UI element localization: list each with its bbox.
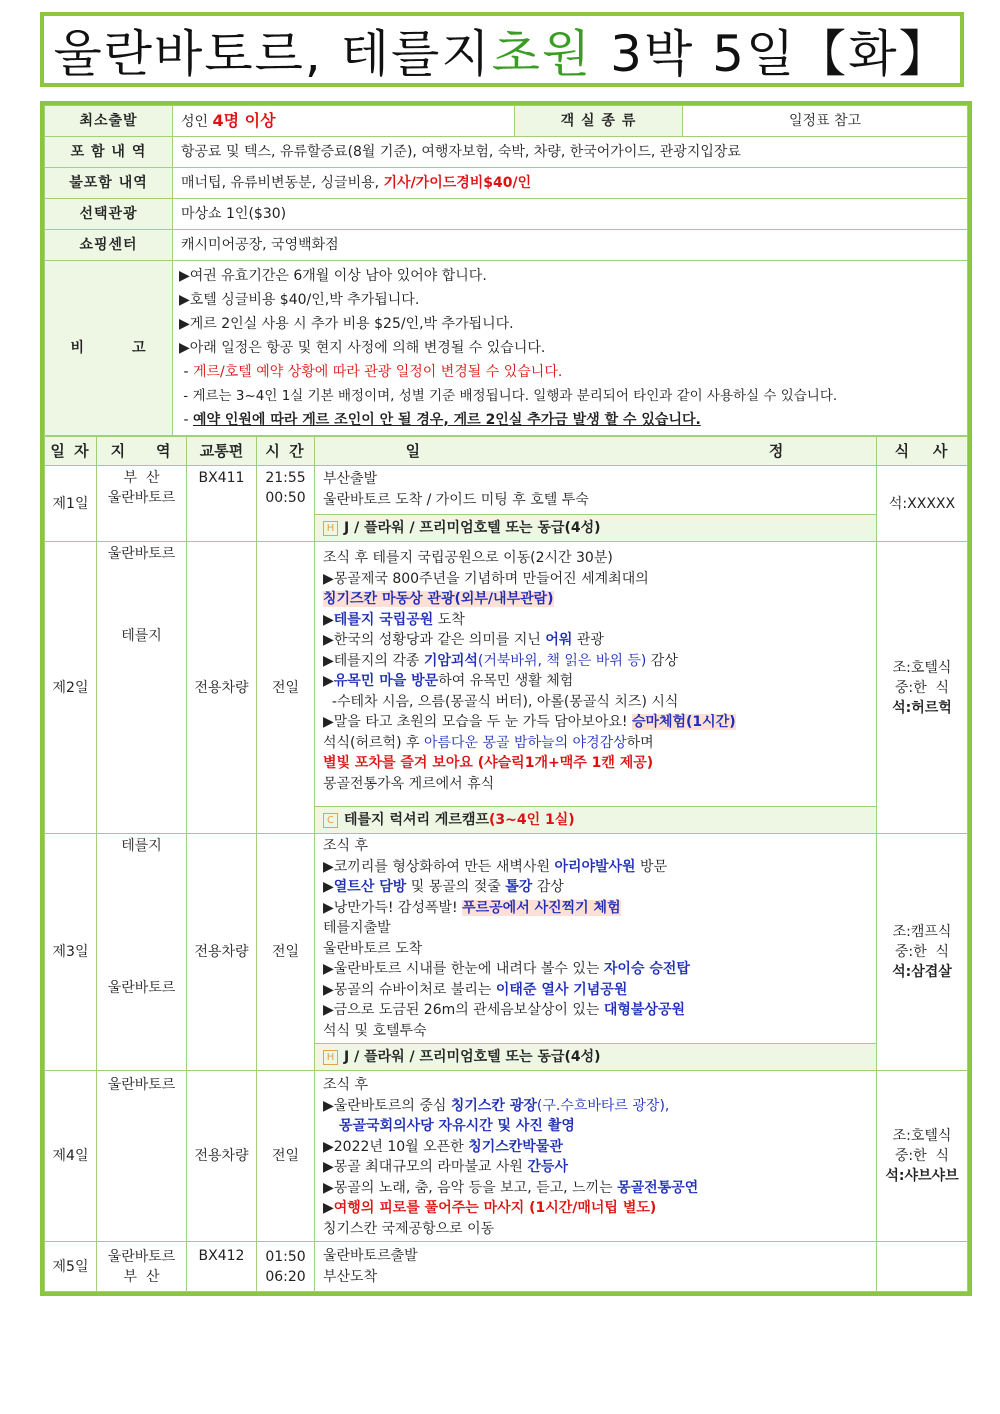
hotel-icon: H: [323, 521, 338, 536]
schedule-table: [44, 436, 968, 1292]
hotel-row: H J / 플라워 / 프리미엄호텔 또는 동급(4성): [315, 1043, 876, 1070]
transport-cell: 전용차량: [187, 834, 257, 1071]
table-row: [45, 1071, 968, 1242]
title-box: [40, 12, 964, 87]
table-row: [45, 834, 968, 1071]
shopping-label: 쇼핑센터: [45, 230, 173, 261]
itinerary-sheet: [40, 101, 972, 1296]
remark-line: ▶호텔 싱글비용 $40/인,박 추가됩니다.: [179, 292, 420, 308]
time-cell: 전일: [257, 542, 315, 834]
day-cell: 제3일: [45, 834, 97, 1071]
place-cell: 울란바토르 테를지: [97, 542, 187, 834]
remark-line: - 게르/호텔 예약 상황에 따라 관광 일정이 변경될 수 있습니다.: [179, 364, 563, 380]
plan-header: 일 정: [315, 437, 877, 466]
day-header: 일 자: [45, 437, 97, 466]
transport-cell: BX412: [187, 1242, 257, 1292]
meal-cell: 석:XXXXX: [877, 466, 968, 542]
remark-line: - 게르는 3~4인 1실 기본 배정이며, 성별 기준 배정됩니다. 일행과 분리되어 타인과 같이 사용하실 수 있습니다.: [179, 388, 838, 404]
remark-line: ▶아래 일정은 항공 및 현지 사정에 의해 변경될 수 있습니다.: [179, 340, 546, 356]
optional-tour-label: 선택관광: [45, 199, 173, 230]
plan-cell: 조식 후 ▶울란바토르의 중심 칭기스칸 광장(구.수흐바타르 광장), 몽골국회의사당 자유시간 및 사진 촬영 ▶2022년 10월 오픈한 칭기스칸박물관 ▶몽골 최대규모의 라마불교 사원 간등사 ▶몽골의 노래, 춤, 음악 등을 보고, 듣고, 느끼는 몽골전통공연 ▶여행의 피로를 풀어주는 마사지 (1시간/매너팁 별도) 칭기스칸 국제공항으로 이동: [315, 1071, 877, 1242]
min-departure-highlight: 4명 이상: [212, 110, 276, 130]
page-title: [53, 14, 950, 86]
min-departure-value: 성인 4명 이상: [173, 106, 515, 137]
remark-line: ▶게르 2인실 사용 시 추가 비용 $25/인,박 추가됩니다.: [179, 316, 514, 332]
transport-cell: 전용차량: [187, 542, 257, 834]
meal-cell: 조:캠프식 중:한 식 석:삼겹살: [877, 834, 968, 1071]
transport-cell: 전용차량: [187, 1071, 257, 1242]
remarks-label: 비 고: [45, 261, 173, 436]
transport-cell: BX411: [187, 466, 257, 542]
excluded-value: 매너팁, 유류비변동분, 싱글비용, 기사/가이드경비$40/인: [173, 168, 968, 199]
meal-cell: 조:호텔식 중:한 식 석:허르헉: [877, 542, 968, 834]
day-cell: 제5일: [45, 1242, 97, 1292]
plan-cell: 조식 후 테를지 국립공원으로 이동(2시간 30분) ▶몽골제국 800주년을 기념하며 만들어진 세계최대의 칭기즈칸 마동상 관광(외부/내부관람) ▶테를지 국립공원 도착 ▶한국의 성황당과 같은 의미를 지닌 어워 관광 ▶테를지의 각종 기암괴석(거북바위, 책 읽은 바위 등) 감상 ▶유목민 마을 방문하여 유목민 생활 체험 -수테차 시음, 으름(몽골식 버터), 아롤(몽골식 치즈) 시식 ▶말을 타고 초원의 모습을 두 눈 가득 담아보아요! 승마체험(1시간) 석식(허르헉) 후 아름다운 몽골 밤하늘의 야경감상하며 별빛 포차를 즐겨 보아요 (샤슬릭1개+맥주 1캔 제공) 몽골전통가옥 게르에서 휴식 C 테를지 럭셔리 게르캠프(3~4인 1실): [315, 542, 877, 834]
camp-icon: C: [323, 813, 338, 828]
day-cell: 제2일: [45, 542, 97, 834]
title-highlight: 초원: [491, 24, 593, 83]
place-cell: 부 산 울란바토르: [97, 466, 187, 542]
time-cell: 01:50 06:20: [257, 1242, 315, 1292]
place-cell: 울란바토르 부 산: [97, 1242, 187, 1292]
info-table: [44, 105, 968, 436]
table-row: [45, 1242, 968, 1292]
table-row: [45, 466, 968, 542]
place-header: 지 역: [97, 437, 187, 466]
included-value: 항공료 및 텍스, 유류할증료(8월 기준), 여행자보험, 숙박, 차량, 한국어가이드, 관광지입장료: [173, 137, 968, 168]
meal-header: 식 사: [877, 437, 968, 466]
time-cell: 전일: [257, 1071, 315, 1242]
optional-tour-value: 마상쇼 1인($30): [173, 199, 968, 230]
remark-line: - 예약 인원에 따라 게르 조인이 안 될 경우, 게르 2인실 추가금 발생 할 수 있습니다.: [179, 412, 701, 428]
remark-line: ▶여권 유효기간은 6개월 이상 남아 있어야 합니다.: [179, 268, 487, 284]
room-type-value: 일정표 참고: [683, 106, 968, 137]
meal-cell: 조:호텔식 중:한 식 석:샤브샤브: [877, 1071, 968, 1242]
min-departure-label: 최소출발: [45, 106, 173, 137]
title-part-1: 울란바토르, 테를지: [53, 24, 492, 83]
time-cell: 전일: [257, 834, 315, 1071]
included-label: 포 함 내 역: [45, 137, 173, 168]
remarks-content: [173, 261, 968, 436]
hotel-icon: H: [323, 1050, 338, 1065]
room-type-label: 객 실 종 류: [515, 106, 683, 137]
plan-cell: 조식 후 ▶코끼리를 형상화하여 만든 새벽사원 아리야발사원 방문 ▶열트산 담방 및 몽골의 젖줄 톨강 감상 ▶낭만가득! 감성폭발! 푸르공에서 사진찍기 체험 테를지출발 울란바토르 도착 ▶울란바토르 시내를 한눈에 내려다 볼수 있는 자이승 승전탑 ▶몽골의 슈바이처로 불리는 이태준 열사 기념공원 ▶금으로 도금된 26m의 관세음보살상이 있는 대형불상공원 석식 및 호텔투숙 H J / 플라워 / 프리미엄호텔 또는 동급(4성): [315, 834, 877, 1071]
guide-fee-highlight: 기사/가이드경비$40/인: [383, 175, 532, 191]
hotel-row: C 테를지 럭셔리 게르캠프(3~4인 1실): [315, 806, 876, 833]
excluded-label: 불포함 내역: [45, 168, 173, 199]
shopping-value: 캐시미어공장, 국영백화점: [173, 230, 968, 261]
place-cell: 테를지 울란바토르: [97, 834, 187, 1071]
meal-cell: [877, 1242, 968, 1292]
place-cell: 울란바토르: [97, 1071, 187, 1242]
table-row: [45, 542, 968, 834]
plan-cell: 울란바토르출발 부산도착: [315, 1242, 877, 1292]
title-part-3: 3박 5일【화】: [592, 24, 951, 83]
time-cell: 21:55 00:50: [257, 466, 315, 542]
day-cell: 제1일: [45, 466, 97, 542]
hotel-row: H J / 플라워 / 프리미엄호텔 또는 동급(4성): [315, 514, 876, 541]
plan-cell: 부산출발 울란바토르 도착 / 가이드 미팅 후 호텔 투숙 H J / 플라워 / 프리미엄호텔 또는 동급(4성): [315, 466, 877, 542]
transport-header: 교통편: [187, 437, 257, 466]
time-header: 시 간: [257, 437, 315, 466]
day-cell: 제4일: [45, 1071, 97, 1242]
